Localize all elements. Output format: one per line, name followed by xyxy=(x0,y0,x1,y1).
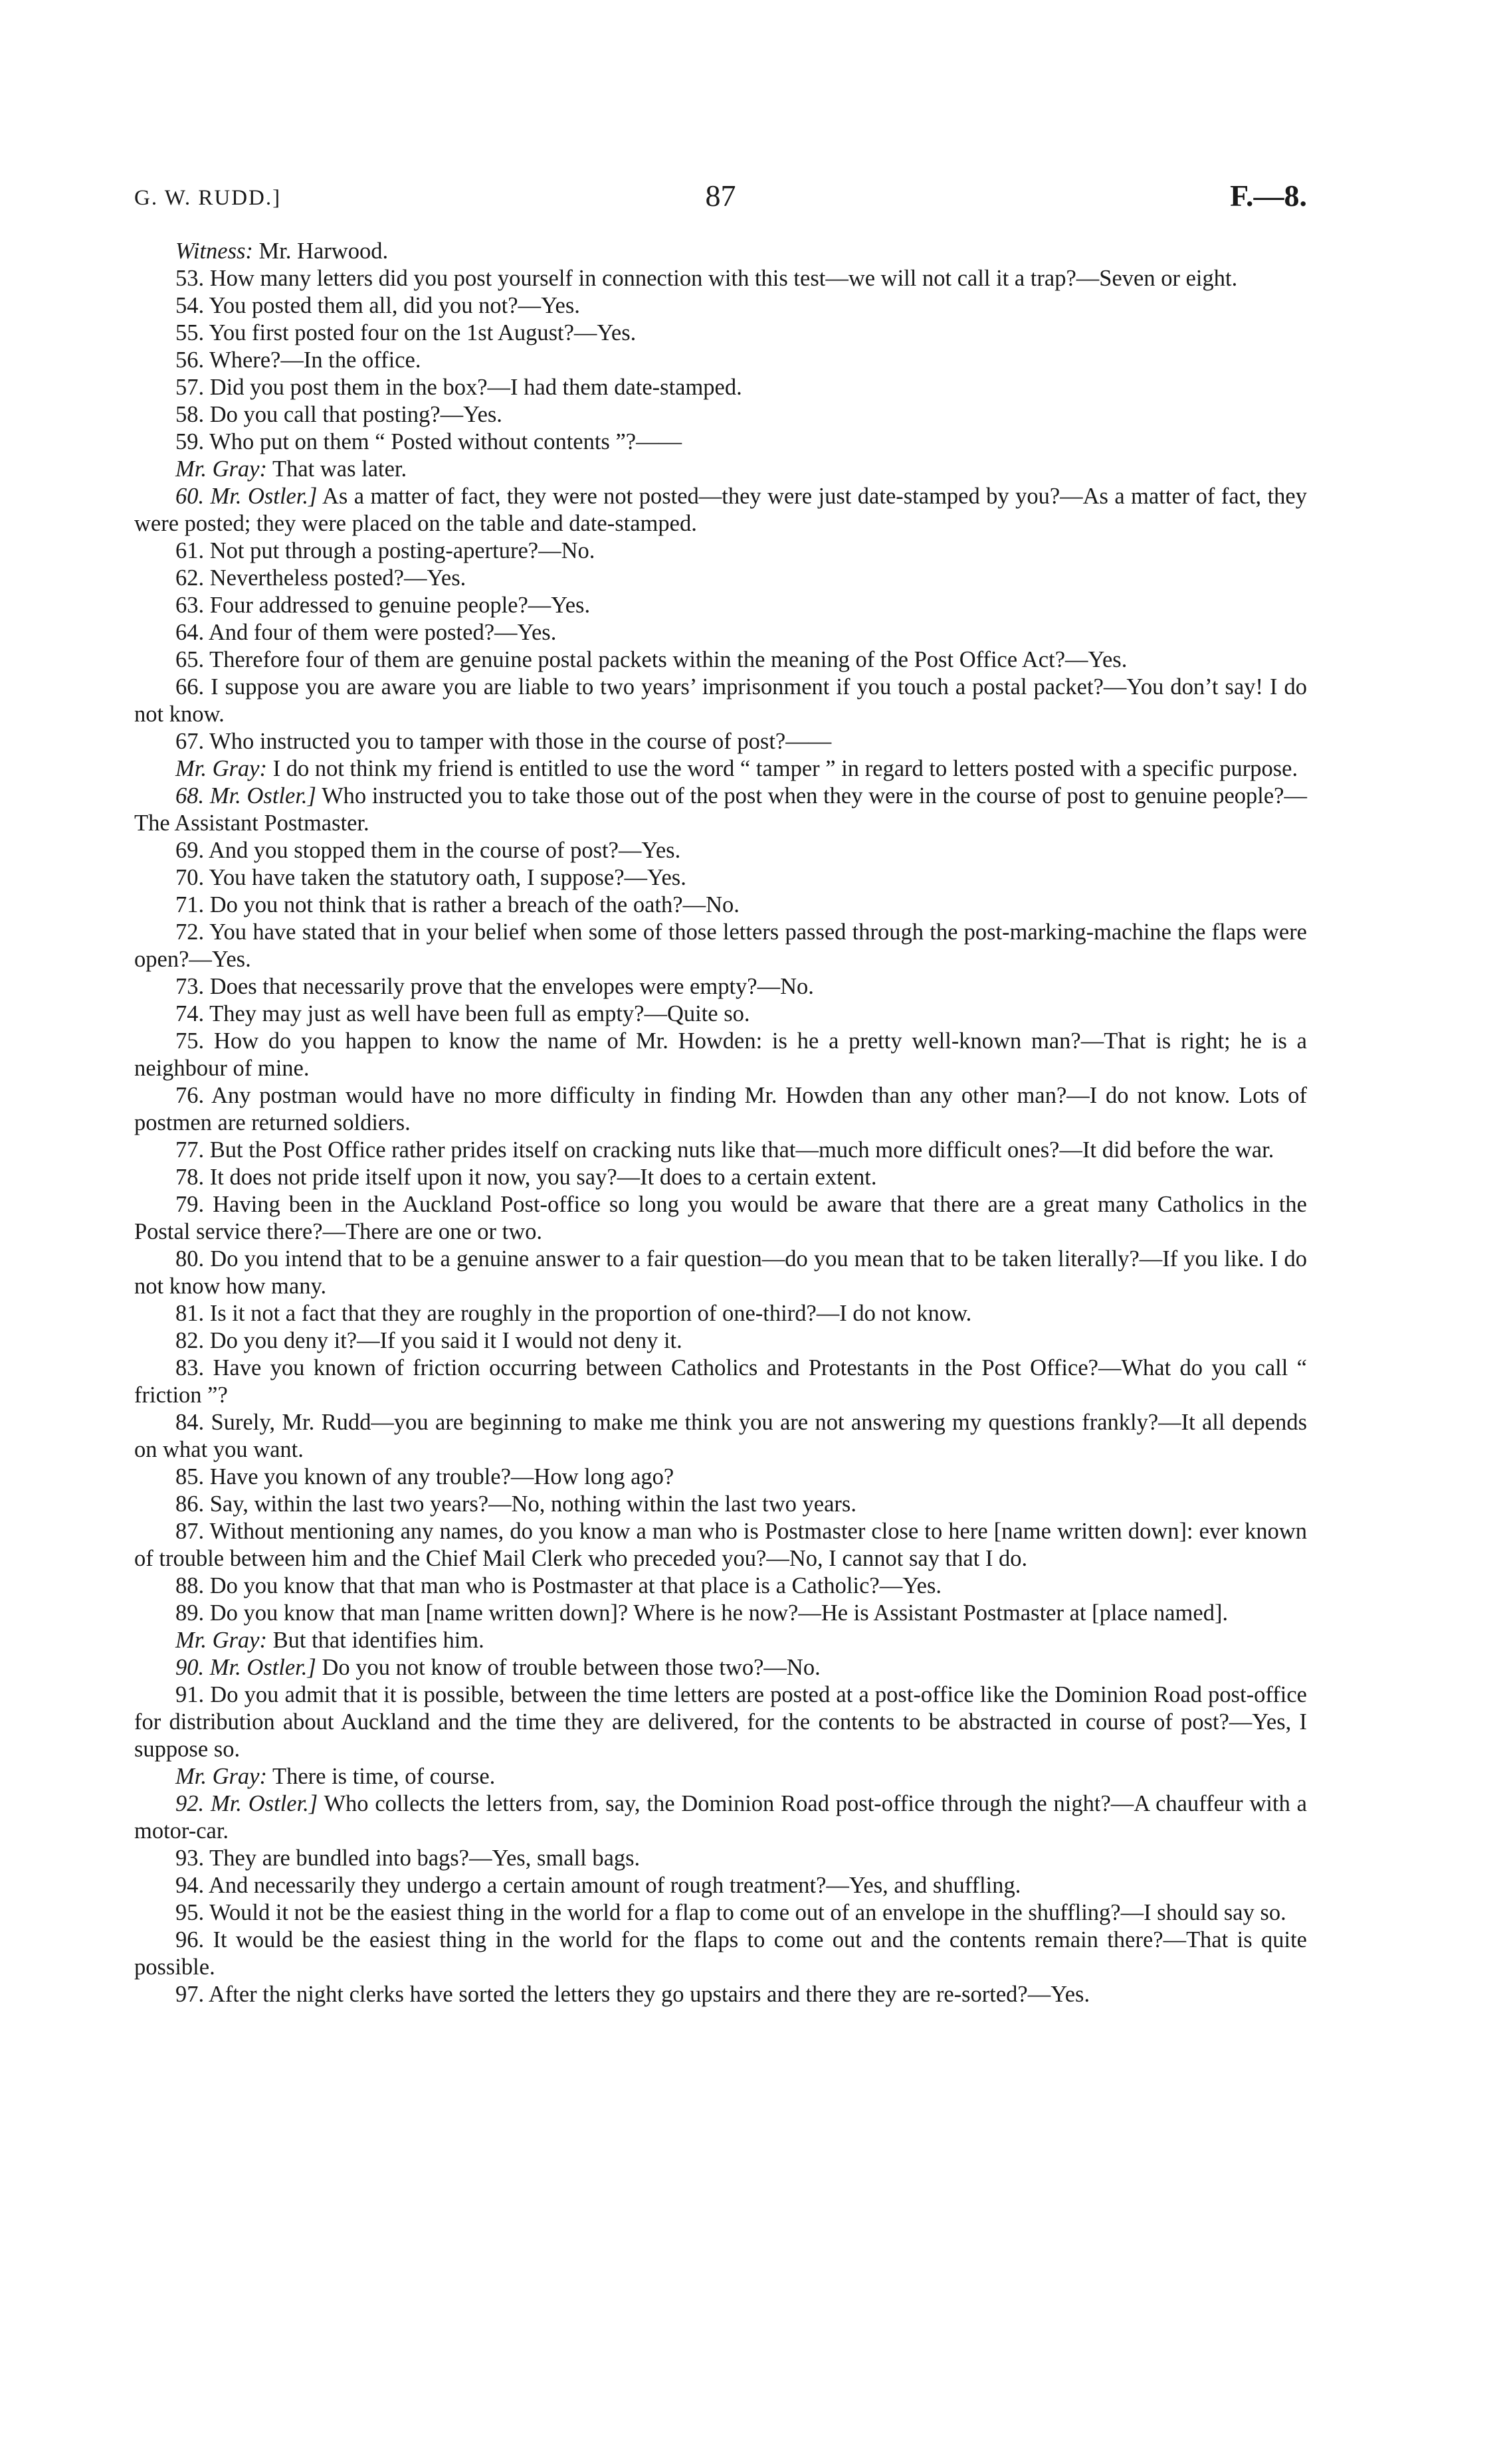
transcript-paragraph xyxy=(134,1681,1307,1763)
transcript-paragraph xyxy=(134,428,1307,456)
transcript-paragraph xyxy=(134,1246,1307,1300)
paragraph-text: 75. How do you happen to know the name of Mr. Howden: is he a pretty well-known man?—That is right; he is a neighbour of mine. xyxy=(134,1028,1307,1081)
transcript-paragraph xyxy=(134,1409,1307,1464)
transcript-paragraph xyxy=(134,537,1307,565)
paragraph-text: 73. Does that necessarily prove that the envelopes were empty?—No. xyxy=(175,974,814,999)
paragraph-text: 89. Do you know that man [name written down]? Where is he now?—He is Assistant Postmaster at [place named]. xyxy=(175,1600,1229,1626)
paragraph-text: 67. Who instructed you to tamper with those in the course of post?—— xyxy=(175,729,832,754)
paragraph-text: 91. Do you admit that it is possible, between the time letters are posted at a post-office like the Dominion Road post-office for distribution about Auckland and the time they are delivered, for the contents to be abstracted in course of post?—Yes, I suppose so. xyxy=(134,1682,1307,1762)
speaker-label: 92. Mr. Ostler.] xyxy=(175,1791,318,1816)
paragraph-text: 61. Not put through a posting-aperture?—No. xyxy=(175,538,595,563)
paragraph-text: 95. Would it not be the easiest thing in the world for a flap to come out of an envelope in the shuffling?—I should say so. xyxy=(175,1900,1286,1925)
transcript-paragraph xyxy=(134,238,1307,265)
transcript-paragraph xyxy=(134,401,1307,428)
paragraph-text: 72. You have stated that in your belief when some of those letters passed through the post-marking-machine the flaps were open?—Yes. xyxy=(134,919,1307,972)
transcript-paragraph xyxy=(134,456,1307,483)
page-header xyxy=(134,178,1307,218)
transcript-paragraph xyxy=(134,1899,1307,1927)
speaker-label: 90. Mr. Ostler.] xyxy=(175,1655,316,1680)
paragraph-text: 84. Surely, Mr. Rudd—you are beginning to make me think you are not answering my questions frankly?—It all depends on what you want. xyxy=(134,1410,1307,1462)
transcript-paragraph xyxy=(134,1654,1307,1681)
transcript-paragraph xyxy=(134,837,1307,864)
transcript-paragraph xyxy=(134,892,1307,919)
speaker-label: 68. Mr. Ostler.] xyxy=(175,783,316,808)
transcript-paragraph xyxy=(134,1981,1307,2008)
transcript-paragraph xyxy=(134,483,1307,537)
header-witness-name: G. W. RUDD.] xyxy=(134,186,282,210)
transcript-paragraph xyxy=(134,1572,1307,1600)
paragraph-text: 74. They may just as well have been full as empty?—Quite so. xyxy=(175,1001,750,1026)
paragraph-text: 53. How many letters did you post yourself in connection with this test—we will not call it a trap?—Seven or eight. xyxy=(175,266,1238,291)
paragraph-text: 77. But the Post Office rather prides itself on cracking nuts like that—much more difficult ones?—It did before the war. xyxy=(175,1137,1274,1163)
paragraph-text: 69. And you stopped them in the course of post?—Yes. xyxy=(175,838,681,863)
transcript-paragraph xyxy=(134,783,1307,837)
paragraph-text: Do you not know of trouble between those two?—No. xyxy=(322,1655,821,1680)
paragraph-text: 79. Having been in the Auckland Post-office so long you would be aware that there are a great many Catholics in the Postal service there?—There are one or two. xyxy=(134,1192,1307,1244)
transcript-paragraph xyxy=(134,1518,1307,1572)
paragraph-text: 65. Therefore four of them are genuine postal packets within the meaning of the Post Office Act?—Yes. xyxy=(175,647,1128,672)
paragraph-text: 66. I suppose you are aware you are liable to two years’ imprisonment if you touch a postal packet?—You don’t say! I do not know. xyxy=(134,674,1307,727)
speaker-label: 60. Mr. Ostler.] xyxy=(175,484,318,509)
paragraph-text: 70. You have taken the statutory oath, I suppose?—Yes. xyxy=(175,865,686,890)
paragraph-text: 80. Do you intend that to be a genuine answer to a fair question—do you mean that to be taken literally?—If you like. I do not know how many. xyxy=(134,1246,1307,1299)
transcript-paragraph xyxy=(134,1327,1307,1355)
transcript-paragraph xyxy=(134,1845,1307,1872)
paragraph-text: 96. It would be the easiest thing in the world for the flaps to come out and the contents remain there?—That is quite possible. xyxy=(134,1927,1307,1980)
paragraph-text: There is time, of course. xyxy=(272,1764,496,1789)
transcript-paragraph xyxy=(134,1790,1307,1845)
transcript-paragraph xyxy=(134,619,1307,646)
speaker-label: Witness: xyxy=(175,238,253,264)
paragraph-text: 56. Where?—In the office. xyxy=(175,347,421,373)
document-reference: F.—8. xyxy=(1230,179,1307,213)
paragraph-text: Who instructed you to take those out of the post when they were in the course of post to genuine people?—The Assistant Postmaster. xyxy=(134,783,1307,836)
transcript-paragraph xyxy=(134,864,1307,892)
paragraph-text: 93. They are bundled into bags?—Yes, small bags. xyxy=(175,1846,641,1871)
paragraph-text: 58. Do you call that posting?—Yes. xyxy=(175,402,502,427)
transcript-paragraph xyxy=(134,1464,1307,1491)
transcript-paragraph xyxy=(134,1600,1307,1627)
transcript-paragraph xyxy=(134,1000,1307,1028)
transcript-paragraph xyxy=(134,320,1307,347)
paragraph-text: Mr. Harwood. xyxy=(258,238,389,264)
paragraph-text: 64. And four of them were posted?—Yes. xyxy=(175,620,557,645)
paragraph-text: 83. Have you known of friction occurring between Catholics and Protestants in the Post Office?—What do you call “ friction ”? xyxy=(134,1355,1307,1408)
paragraph-text: I do not think my friend is entitled to use the word “ tamper ” in regard to letters posted with a specific purpose. xyxy=(272,756,1298,781)
paragraph-text: 88. Do you know that that man who is Postmaster at that place is a Catholic?—Yes. xyxy=(175,1573,942,1598)
paragraph-text: 71. Do you not think that is rather a breach of the oath?—No. xyxy=(175,892,740,917)
paragraph-text: But that identifies him. xyxy=(272,1628,484,1653)
transcript-paragraph xyxy=(134,347,1307,374)
speaker-label: Mr. Gray: xyxy=(175,1628,267,1653)
paragraph-text: That was later. xyxy=(272,456,407,482)
paragraph-text: Who collects the letters from, say, the Dominion Road post-office through the night?—A chauffeur with a motor-car. xyxy=(134,1791,1307,1844)
transcript-paragraph xyxy=(134,973,1307,1000)
transcript-paragraph xyxy=(134,1763,1307,1790)
paragraph-text: 86. Say, within the last two years?—No, nothing within the last two years. xyxy=(175,1491,856,1517)
transcript-paragraph xyxy=(134,1491,1307,1518)
paragraph-text: 94. And necessarily they undergo a certain amount of rough treatment?—Yes, and shuffling. xyxy=(175,1873,1021,1898)
transcript-paragraph xyxy=(134,374,1307,401)
transcript-paragraph xyxy=(134,1082,1307,1137)
transcript-paragraph xyxy=(134,592,1307,619)
page-number: 87 xyxy=(705,179,736,213)
paragraph-text: 81. Is it not a fact that they are roughly in the proportion of one-third?—I do not know. xyxy=(175,1301,972,1326)
paragraph-text: 78. It does not pride itself upon it now, you say?—It does to a certain extent. xyxy=(175,1165,877,1190)
paragraph-text: 76. Any postman would have no more difficulty in finding Mr. Howden than any other man?—I do not know. Lots of postmen are returned soldiers. xyxy=(134,1083,1307,1135)
transcript-paragraph xyxy=(134,1300,1307,1327)
speaker-label: Mr. Gray: xyxy=(175,756,267,781)
transcript-paragraph xyxy=(134,755,1307,783)
paragraph-text: 54. You posted them all, did you not?—Yes. xyxy=(175,293,580,318)
paragraph-text: 97. After the night clerks have sorted the letters they go upstairs and there they are re-sorted?—Yes. xyxy=(175,1982,1090,2007)
paragraph-text: 59. Who put on them “ Posted without contents ”?—— xyxy=(175,429,682,454)
paragraph-text: 82. Do you deny it?—If you said it I would not deny it. xyxy=(175,1328,682,1353)
transcript-paragraph xyxy=(134,1028,1307,1082)
paragraph-text: 63. Four addressed to genuine people?—Yes. xyxy=(175,593,591,618)
transcript-body xyxy=(134,238,1307,2008)
transcript-paragraph xyxy=(134,1355,1307,1409)
transcript-paragraph xyxy=(134,1927,1307,1981)
paragraph-text: 57. Did you post them in the box?—I had them date-stamped. xyxy=(175,375,742,400)
transcript-paragraph xyxy=(134,1627,1307,1654)
paragraph-text: As a matter of fact, they were not posted—they were just date-stamped by you?—As a matter of fact, they were posted; they were placed on the table and date-stamped. xyxy=(134,484,1307,536)
transcript-paragraph xyxy=(134,728,1307,755)
transcript-paragraph xyxy=(134,1164,1307,1191)
speaker-label: Mr. Gray: xyxy=(175,1764,267,1789)
paragraph-text: 87. Without mentioning any names, do you know a man who is Postmaster close to here [name written down]: ever known of trouble between him and the Chief Mail Clerk who preceded you?—No, I cannot say that I do. xyxy=(134,1519,1307,1571)
transcript-paragraph xyxy=(134,565,1307,592)
transcript-paragraph xyxy=(134,646,1307,674)
speaker-label: Mr. Gray: xyxy=(175,456,267,482)
transcript-paragraph xyxy=(134,919,1307,973)
transcript-paragraph xyxy=(134,674,1307,728)
paragraph-text: 62. Nevertheless posted?—Yes. xyxy=(175,565,466,591)
transcript-paragraph xyxy=(134,292,1307,320)
paragraph-text: 55. You first posted four on the 1st August?—Yes. xyxy=(175,320,637,345)
paragraph-text: 85. Have you known of any trouble?—How long ago? xyxy=(175,1464,674,1489)
transcript-paragraph xyxy=(134,1872,1307,1899)
transcript-paragraph xyxy=(134,1191,1307,1246)
transcript-paragraph xyxy=(134,265,1307,292)
transcript-paragraph xyxy=(134,1137,1307,1164)
